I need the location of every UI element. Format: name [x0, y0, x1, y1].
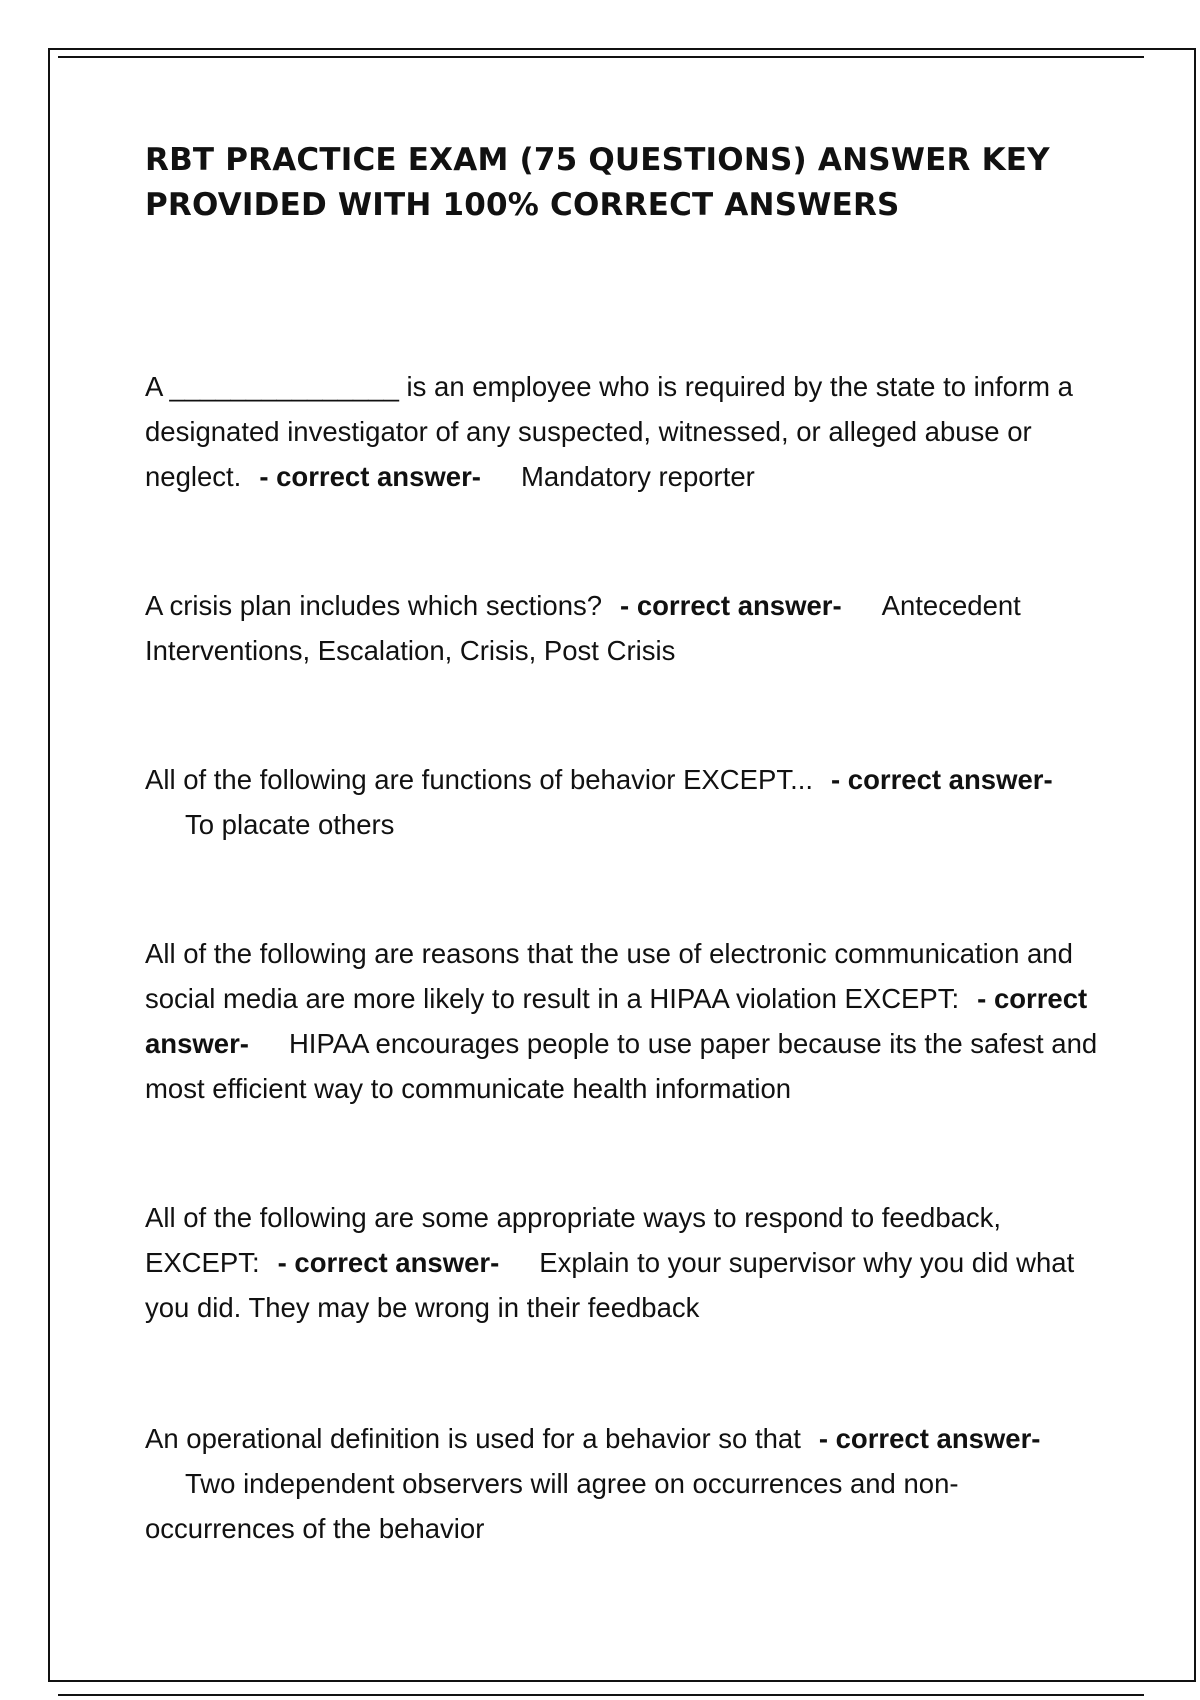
question-text: An operational definition is used for a behavior so that — [145, 1423, 801, 1454]
question-text: All of the following are functions of behavior EXCEPT... — [145, 764, 813, 795]
qa-item — [145, 583, 1105, 673]
document-content — [145, 138, 1105, 1637]
correct-answer-marker: - correct answer- — [259, 461, 481, 492]
answer-text: Two independent observers will agree on occurrences and non-occurrences of the behavior — [145, 1468, 959, 1544]
document-title: RBT PRACTICE EXAM (75 QUESTIONS) ANSWER KEY PROVIDED WITH 100% CORRECT ANSWERS — [145, 142, 1050, 223]
qa-item — [145, 364, 1105, 499]
qa-item — [145, 1195, 1105, 1330]
question-text: All of the following are some appropriate ways to respond to feedback, EXCEPT: — [145, 1202, 1002, 1278]
correct-answer-marker: - correct answer- — [145, 983, 1088, 1059]
footer-rule — [58, 1694, 1144, 1696]
qa-list — [145, 364, 1105, 1551]
header-rule — [58, 56, 1144, 58]
answer-text: To placate others — [185, 809, 395, 840]
correct-answer-marker: - correct answer- — [620, 590, 842, 621]
answer-text: HIPAA encourages people to use paper because its the safest and most efficient way to communicate health information — [145, 1028, 1098, 1104]
qa-item — [145, 757, 1105, 847]
correct-answer-marker: - correct answer- — [277, 1247, 500, 1278]
answer-text: Antecedent Interventions, Escalation, Crisis, Post Crisis — [145, 590, 1021, 666]
answer-text: Explain to your supervisor why you did what you did. They may be wrong in their feedback — [145, 1247, 1075, 1323]
qa-item — [145, 1416, 1105, 1551]
answer-text: Mandatory reporter — [520, 461, 755, 492]
correct-answer-marker: - correct answer- — [831, 764, 1053, 795]
question-text: A crisis plan includes which sections? — [145, 590, 603, 621]
question-text: A _______________ is an employee who is required by the state to inform a designated investigator of any suspected, witnessed, or alleged abuse or neglect. — [145, 371, 1073, 492]
qa-item — [145, 931, 1105, 1111]
correct-answer-marker: - correct answer- — [818, 1423, 1041, 1454]
question-text: All of the following are reasons that the use of electronic communication and social media are more likely to result in a HIPAA violation EXCEPT: — [145, 938, 1073, 1014]
